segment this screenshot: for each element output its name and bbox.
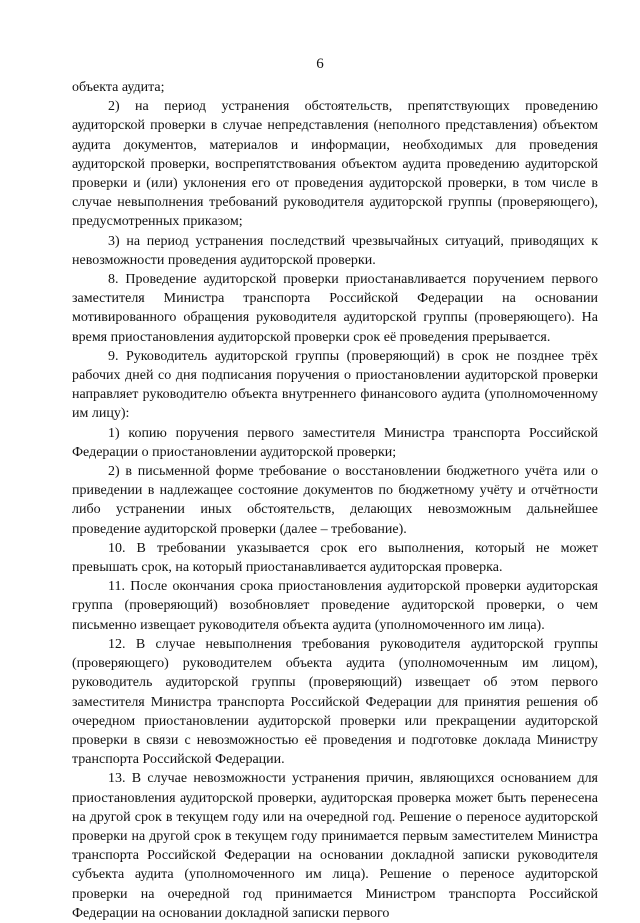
paragraph-section-9-item-1: 1) копию поручения первого заместителя Министра транспорта Российской Федерации о приостановлении аудиторской проверки; <box>72 425 598 460</box>
paragraph-item-2: 2) на период устранения обстоятельств, препятствующих проведению аудиторской проверки в случае непредставления (неполного представления) объектом аудита документов, материалов и информации, необходимых для проведения аудиторской проверки, воспрепятствования объектом аудита проведению аудиторской проверки и (или) уклонения его от проведения аудиторской проверки, в том числе в случае невыполнения требований руководителя аудиторской группы (проверяющего), предусмотренных приказом; <box>72 99 598 230</box>
paragraph-item-3: 3) на период устранения последствий чрезвычайных ситуаций, приводящих к невозможности проведения аудиторской проверки. <box>72 233 598 268</box>
paragraph-section-8: 8. Проведение аудиторской проверки приостанавливается поручением первого заместителя Министра транспорта Российской Федерации на основании мотивированного обращения руководителя аудиторской группы (проверяющего). На время приостановления аудиторской проверки срок её проведения прерывается. <box>72 272 598 345</box>
paragraph-section-12: 12. В случае невыполнения требования руководителя аудиторской группы (проверяющего) руководителем объекта аудита (уполномоченным им лицом), руководитель аудиторской группы (проверяющий) извещает об этом первого заместителя Министра транспорта Российской Федерации для принятия решения об очередном приостановлении аудиторской проверки или прекращении аудиторской проверки в связи с невозможностью её проведения и подготовке доклада Министру транспорта Российской Федерации. <box>72 636 598 768</box>
paragraph-section-9-item-2: 2) в письменной форме требование о восстановлении бюджетного учёта или о приведении в надлежащее состояние документов по бюджетному учёту и отчётности либо устранении иных обстоятельств, делающих невозможным дальнейшее проведение аудиторской проверки (далее – требование). <box>72 464 598 537</box>
paragraph-section-9: 9. Руководитель аудиторской группы (проверяющий) в срок не позднее трёх рабочих дней со дня подписания поручения о приостановлении аудиторской проверки направляет руководителю объекта внутреннего финансового аудита (уполномоченному им лицу): <box>72 348 598 422</box>
paragraph-continuation: объекта аудита; <box>72 80 165 95</box>
document-body <box>72 78 598 923</box>
paragraph-section-11: 11. После окончания срока приостановления аудиторской проверки аудиторская группа (проверяющий) возобновляет проведение аудиторской проверки, о чем письменно извещает руководителя объекта аудита (уполномоченного им лица). <box>72 579 598 633</box>
paragraph-section-13: 13. В случае невозможности устранения причин, являющихся основанием для приостановления аудиторской проверки, аудиторская проверка может быть перенесена на другой срок в текущем году или на очередной год. Решение о переносе аудиторской проверки на другой срок в текущем году принимается первым заместителем Министра транспорта Российской Федерации на основании докладной записки руководителя субъекта аудита (уполномоченного им лица). Решение о переносе аудиторской проверки на очередной год принимается Министром транспорта Российской Федерации на основании докладной записки первого <box>72 771 598 921</box>
page-number: 6 <box>316 56 324 72</box>
paragraph-section-10: 10. В требовании указывается срок его выполнения, который не может превышать срок, на который приостанавливается аудиторская проверка. <box>72 540 598 576</box>
